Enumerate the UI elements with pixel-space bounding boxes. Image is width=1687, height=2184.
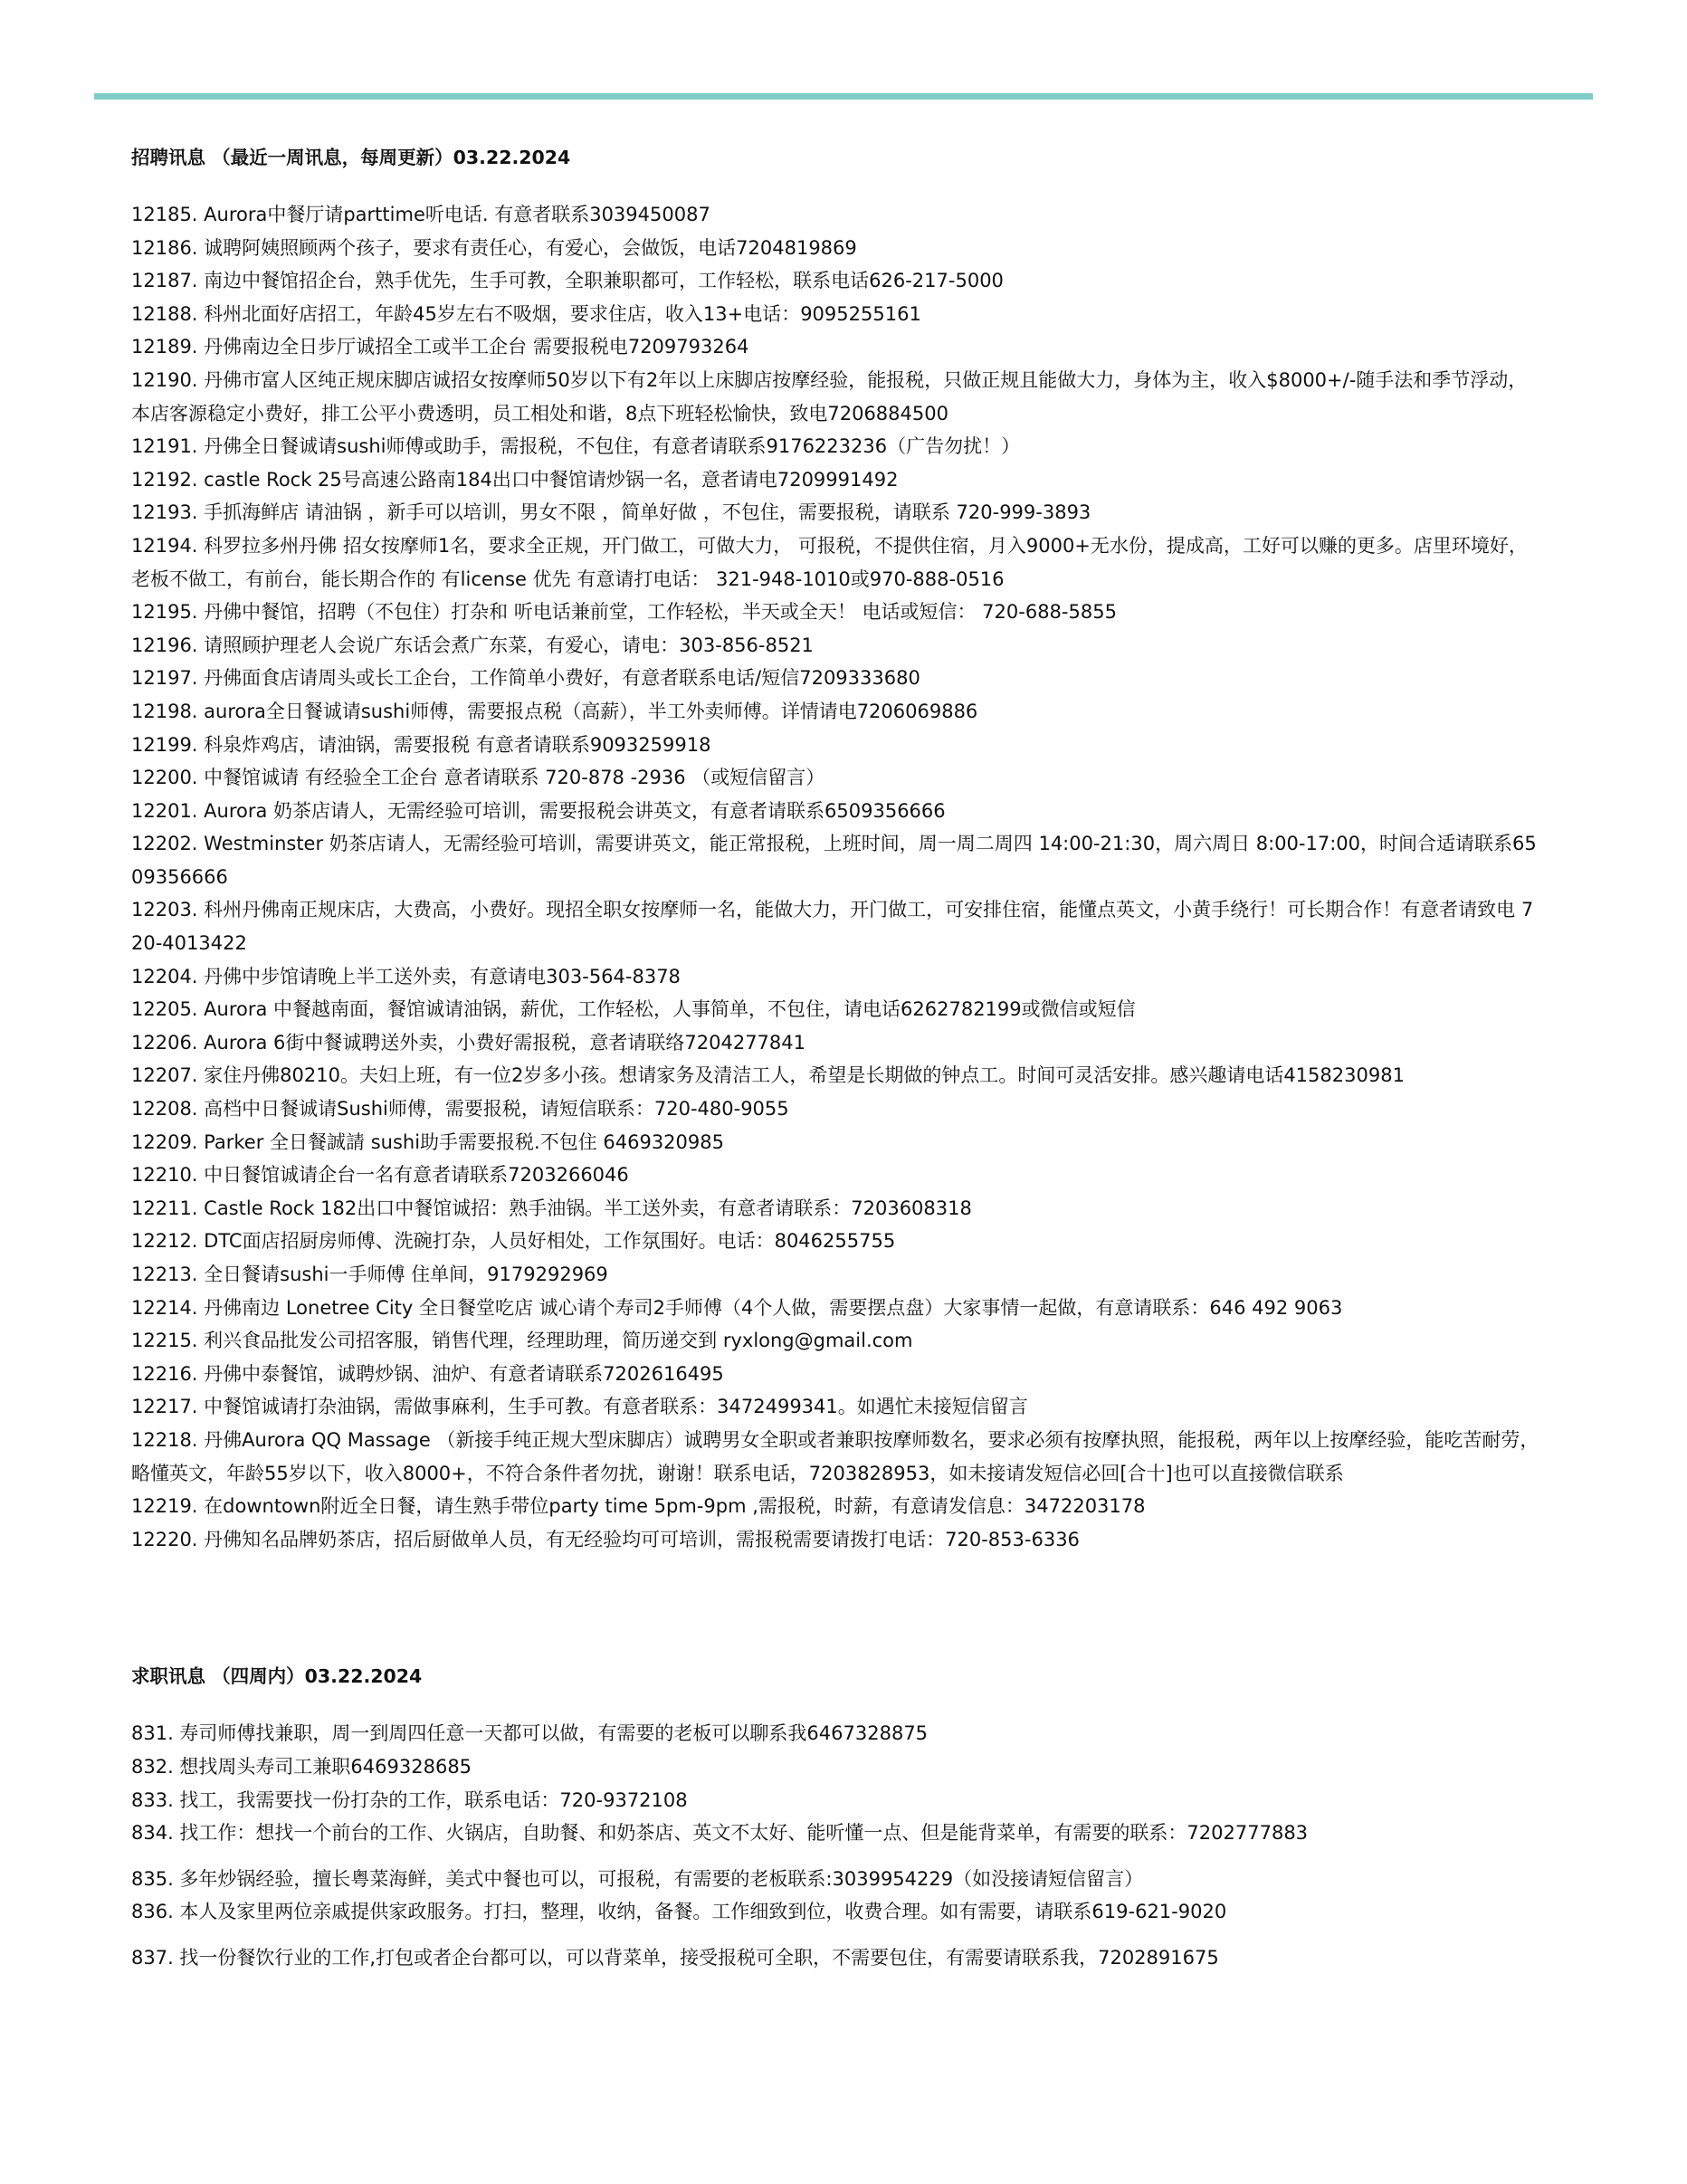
recruitment-item: 12188. 科州北面好店招工，年龄45岁左右不吸烟，要求住店，收入13+电话：9095255161 — [131, 302, 921, 325]
job-wanted-item: 833. 找工，我需要找一份打杂的工作，联系电话：720-9372108 — [131, 1788, 688, 1811]
recruitment-item: 12203. 科州丹佛南正规床店，大费高，小费好。现招全职女按摩师一名，能做大力，开门做工，可安排住宿，能懂点英文，小黄手绕行！可长期合作！有意者请致电 720-4013422 — [131, 899, 1534, 955]
recruitment-item: 12201. Aurora 奶茶店请人，无需经验可培训，需要报税会讲英文，有意者请联系6509356666 — [131, 799, 946, 822]
recruitment-item: 12209. Parker 全日餐誠請 sushi助手需要报税.不包住 6469320985 — [131, 1130, 724, 1153]
recruitment-item: 12199. 科泉炸鸡店，请油锅，需要报税 有意者请联系9093259918 — [131, 733, 711, 756]
recruitment-item: 12200. 中餐馆诚请 有经验全工企台 意者请联系 720-878 -2936 （或短信留言） — [131, 767, 825, 789]
job-wanted-section — [131, 1664, 1543, 1974]
job-wanted-item: 831. 寿司师傅找兼职，周一到周四任意一天都可以做，有需要的老板可以聊系我6467328875 — [131, 1722, 929, 1745]
recruitment-item: 12189. 丹佛南边全日步厅诚招全工或半工企台 需要报税电7209793264 — [131, 336, 749, 358]
recruitment-item: 12198. aurora全日餐诚请sushi师傅，需要报点税（高薪），半工外卖师傅。详情请电7206069886 — [131, 700, 978, 722]
job-wanted-item: 834. 找工作：想找一个前台的工作、火锅店，自助餐、和奶茶店、英文不太好、能听懂一点、但是能背菜单，有需要的联系：7202777883 — [131, 1822, 1309, 1845]
job-wanted-item: 835. 多年炒锅经验，擅长粤菜海鲜，美式中餐也可以，可报税，有需要的老板联系:3039954229（如没接请短信留言） — [131, 1867, 1144, 1890]
job-wanted-item: 837. 找一份餐饮行业的工作,打包或者企台都可以，可以背菜单，接受报税可全职，不需要包住，有需要请联系我，7202891675 — [131, 1946, 1219, 1969]
job-wanted-item: 832. 想找周头寿司工兼职6469328685 — [131, 1755, 472, 1778]
job-wanted-title: 求职讯息 （四周内）03.22.2024 — [131, 1665, 423, 1688]
recruitment-item: 12194. 科罗拉多州丹佛 招女按摩师1名，要求全正规，开门做工，可做大力， 可报税，不提供住宿，月入9000+无水份，提成高，工好可以赚的更多。店里环境好，老板不做工，有前台，能长期合作的 有license 优先 有意请打电话： 321-948-1010或970-888-0516 — [131, 534, 1528, 590]
recruitment-item: 12212. DTC面店招厨房师傅、洗碗打杂，人员好相处，工作氛围好。电话：8046255755 — [131, 1230, 896, 1253]
recruitment-list — [131, 198, 1543, 1556]
recruitment-item: 12213. 全日餐请sushi一手师傅 住单间，9179292969 — [131, 1264, 608, 1285]
recruitment-item: 12204. 丹佛中步馆请晚上半工送外卖，有意请电303-564-8378 — [131, 965, 681, 987]
recruitment-item: 12202. Westminster 奶茶店请人，无需经验可培训，需要讲英文，能正常报税，上班时间，周一周二周四 14:00-21:30，周六周日 8:00-17:00，时间合适请联系6509356666 — [131, 833, 1537, 888]
recruitment-item: 12218. 丹佛Aurora QQ Massage （新接手纯正规大型床脚店）诚聘男女全职或者兼职按摩师数名，要求必须有按摩执照，能报税，两年以上按摩经验，能吃苦耐劳，略懂英文，年龄55岁以下，收入8000+，不符合条件者勿扰，谢谢！联系电话，7203828953，如未接请发短信必回[合十]也可以直接微信联系 — [131, 1428, 1539, 1484]
recruitment-item: 12205. Aurora 中餐越南面，餐馆诚请油锅，薪优，工作轻松，人事简单，不包住，请电话6262782199或微信或短信 — [131, 998, 1136, 1021]
recruitment-item: 12185. Aurora中餐厅请parttime听电话. 有意者联系3039450087 — [131, 204, 710, 225]
recruitment-item: 12210. 中日餐馆诚请企台一名有意者请联系7203266046 — [131, 1164, 629, 1187]
job-wanted-item: 836. 本人及家里两位亲戚提供家政服务。打扫，整理，收纳，备餐。工作细致到位，收费合理。如有需要，请联系619-621-9020 — [131, 1901, 1227, 1923]
recruitment-item: 12191. 丹佛全日餐诚请sushi师傅或助手，需报税，不包住，有意者请联系9176223236（广告勿扰！） — [131, 435, 1021, 458]
recruitment-item: 12208. 高档中日餐诚请Sushi师傅，需要报税，请短信联系：720-480-9055 — [131, 1098, 789, 1121]
recruitment-item: 12216. 丹佛中泰餐馆，诚聘炒锅、油炉、有意者请联系7202616495 — [131, 1362, 724, 1385]
recruitment-title: 招聘讯息 （最近一周讯息，每周更新）03.22.2024 — [131, 147, 571, 168]
recruitment-item: 12187. 南边中餐馆招企台，熟手优先，生手可教，全职兼职都可，工作轻松，联系电话626-217-5000 — [131, 270, 1004, 292]
top-divider — [94, 93, 1593, 100]
recruitment-item: 12217. 中餐馆诚请打杂油锅，需做事麻利，生手可教。有意者联系：3472499341。如遇忙未接短信留言 — [131, 1396, 1028, 1418]
recruitment-item: 12186. 诚聘阿姨照顾两个孩子，要求有责任心，有爱心，会做饭，电话7204819869 — [131, 236, 857, 259]
classifieds-content — [131, 145, 1543, 1975]
recruitment-item: 12219. 在downtown附近全日餐，请生熟手带位party time 5pm-9pm ,需报税，时薪，有意请发信息：3472203178 — [131, 1495, 1146, 1518]
job-wanted-list — [131, 1717, 1543, 1974]
recruitment-item: 12197. 丹佛面食店请周头或长工企台，工作简单小费好，有意者联系电话/短信7209333680 — [131, 667, 920, 690]
recruitment-item: 12192. castle Rock 25号高速公路南184出口中餐馆请炒锅一名，意者请电7209991492 — [131, 468, 899, 491]
recruitment-item: 12193. 手抓海鲜店 请油锅 ，新手可以培训，男女不限 ，简单好做 ，不包住，需要报税，请联系 720-999-3893 — [131, 501, 1091, 524]
recruitment-item: 12190. 丹佛市富人区纯正规床脚店诚招女按摩师50岁以下有2年以上床脚店按摩经验，能报税，只做正规且能做大力，身体为主，收入$8000+/-随手法和季节浮动，本店客源稳定小费好，排工公平小费透明，员工相处和谐，8点下班轻松愉快，致电7206884500 — [131, 368, 1528, 424]
recruitment-item: 12195. 丹佛中餐馆，招聘（不包住）打杂和 听电话兼前堂，工作轻松，半天或全天！ 电话或短信： 720-688-5855 — [131, 601, 1117, 624]
recruitment-item: 12215. 利兴食品批发公司招客服，销售代理，经理助理，简历递交到 ryxlong@gmail.com — [131, 1330, 913, 1352]
recruitment-item: 12214. 丹佛南边 Lonetree City 全日餐堂吃店 诚心请个寿司2手师傅（4个人做，需要摆点盘）大家事情一起做，有意请联系：646 492 9063 — [131, 1296, 1343, 1319]
recruitment-item: 12196. 请照顾护理老人会说广东话会煮广东菜，有爱心，请电：303-856-8521 — [131, 634, 814, 656]
recruitment-item: 12207. 家住丹佛80210。夫妇上班，有一位2岁多小孩。想请家务及清洁工人，希望是长期做的钟点工。时间可灵活安排。感兴趣请电话4158230981 — [131, 1064, 1405, 1087]
recruitment-item: 12211. Castle Rock 182出口中餐馆诚招：熟手油锅。半工送外卖，有意者请联系：7203608318 — [131, 1197, 972, 1219]
recruitment-item: 12220. 丹佛知名品牌奶茶店，招后厨做单人员，有无经验均可可培训，需报税需要请拨打电话：720-853-6336 — [131, 1528, 1080, 1550]
recruitment-item: 12206. Aurora 6街中餐诚聘送外卖，小费好需报税，意者请联络7204277841 — [131, 1031, 805, 1054]
recruitment-section — [131, 145, 1543, 1556]
